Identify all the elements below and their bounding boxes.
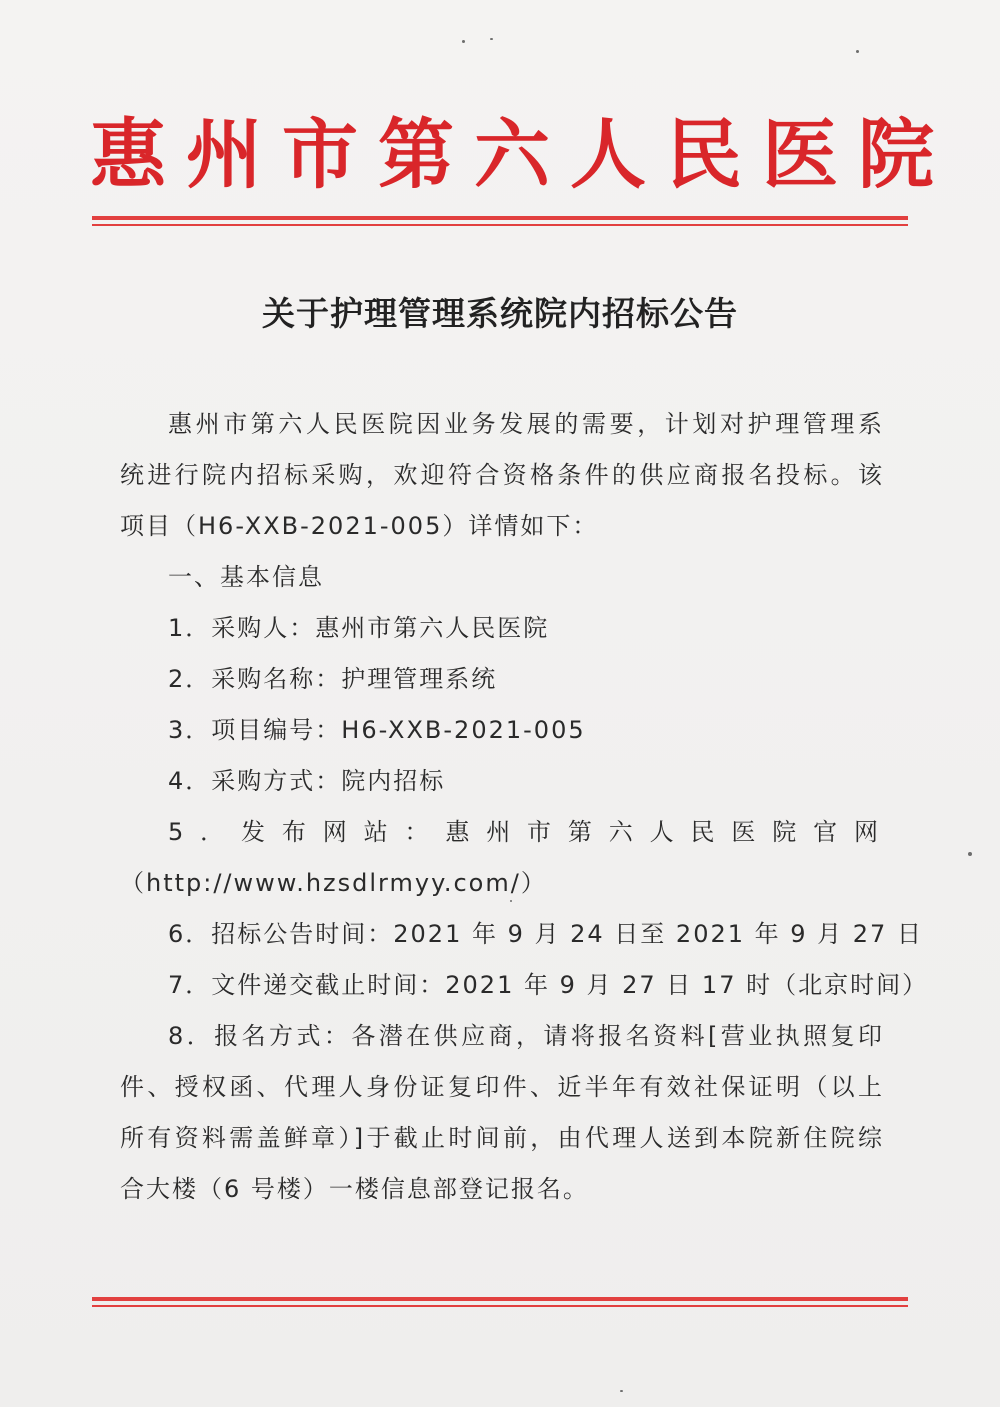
scan-speck <box>620 1390 623 1392</box>
list-item-website-url: （http://www.hzsdlrmyy.com/） <box>120 869 547 897</box>
list-item-purchase-name: 2．采购名称：护理管理系统 <box>168 665 498 693</box>
list-item-website: 5．发布网站：惠州市第六人民医院官网 <box>168 818 884 846</box>
letterhead-rule-thick <box>92 216 908 220</box>
document-title: 关于护理管理系统院内招标公告 <box>262 294 738 333</box>
list-item-registration-line-2: 件、授权函、代理人身份证复印件、近半年有效社保证明（以上 <box>120 1073 884 1101</box>
scan-speck <box>856 50 859 53</box>
list-item-registration-line-3: 所有资料需盖鲜章）]于截止时间前，由代理人送到本院新住院综 <box>120 1124 884 1152</box>
list-item-announcement-period: 6．招标公告时间：2021 年 9 月 24 日至 2021 年 9 月 27 日 <box>168 920 923 948</box>
intro-line-3: 项目（H6-XXB-2021-005）详情如下： <box>120 512 599 540</box>
scan-speck <box>462 40 465 43</box>
list-item-registration-line-1: 8．报名方式：各潜在供应商，请将报名资料[营业执照复印 <box>168 1022 884 1050</box>
list-item-project-number: 3．项目编号：H6-XXB-2021-005 <box>168 716 586 744</box>
footer-rule-thick <box>92 1297 908 1301</box>
footer-rule-thin <box>92 1305 908 1307</box>
intro-line-2: 统进行院内招标采购，欢迎符合资格条件的供应商报名投标。该 <box>120 461 884 489</box>
scan-speck <box>490 38 493 40</box>
intro-line-1: 惠州市第六人民医院因业务发展的需要，计划对护理管理系 <box>168 410 884 438</box>
letterhead-rule-thin <box>92 224 908 226</box>
list-item-purchase-method: 4．采购方式：院内招标 <box>168 767 446 795</box>
list-item-purchaser: 1．采购人：惠州市第六人民医院 <box>168 614 550 642</box>
scan-speck <box>968 852 972 856</box>
section-heading-basic-info: 一、基本信息 <box>168 563 324 591</box>
list-item-submission-deadline: 7．文件递交截止时间：2021 年 9 月 27 日 17 时（北京时间） <box>168 971 929 999</box>
scan-speck <box>510 900 512 902</box>
letterhead-org-name: 惠州市第六人民医院 <box>90 110 954 199</box>
list-item-registration-line-4: 合大楼（6 号楼）一楼信息部登记报名。 <box>120 1175 589 1203</box>
